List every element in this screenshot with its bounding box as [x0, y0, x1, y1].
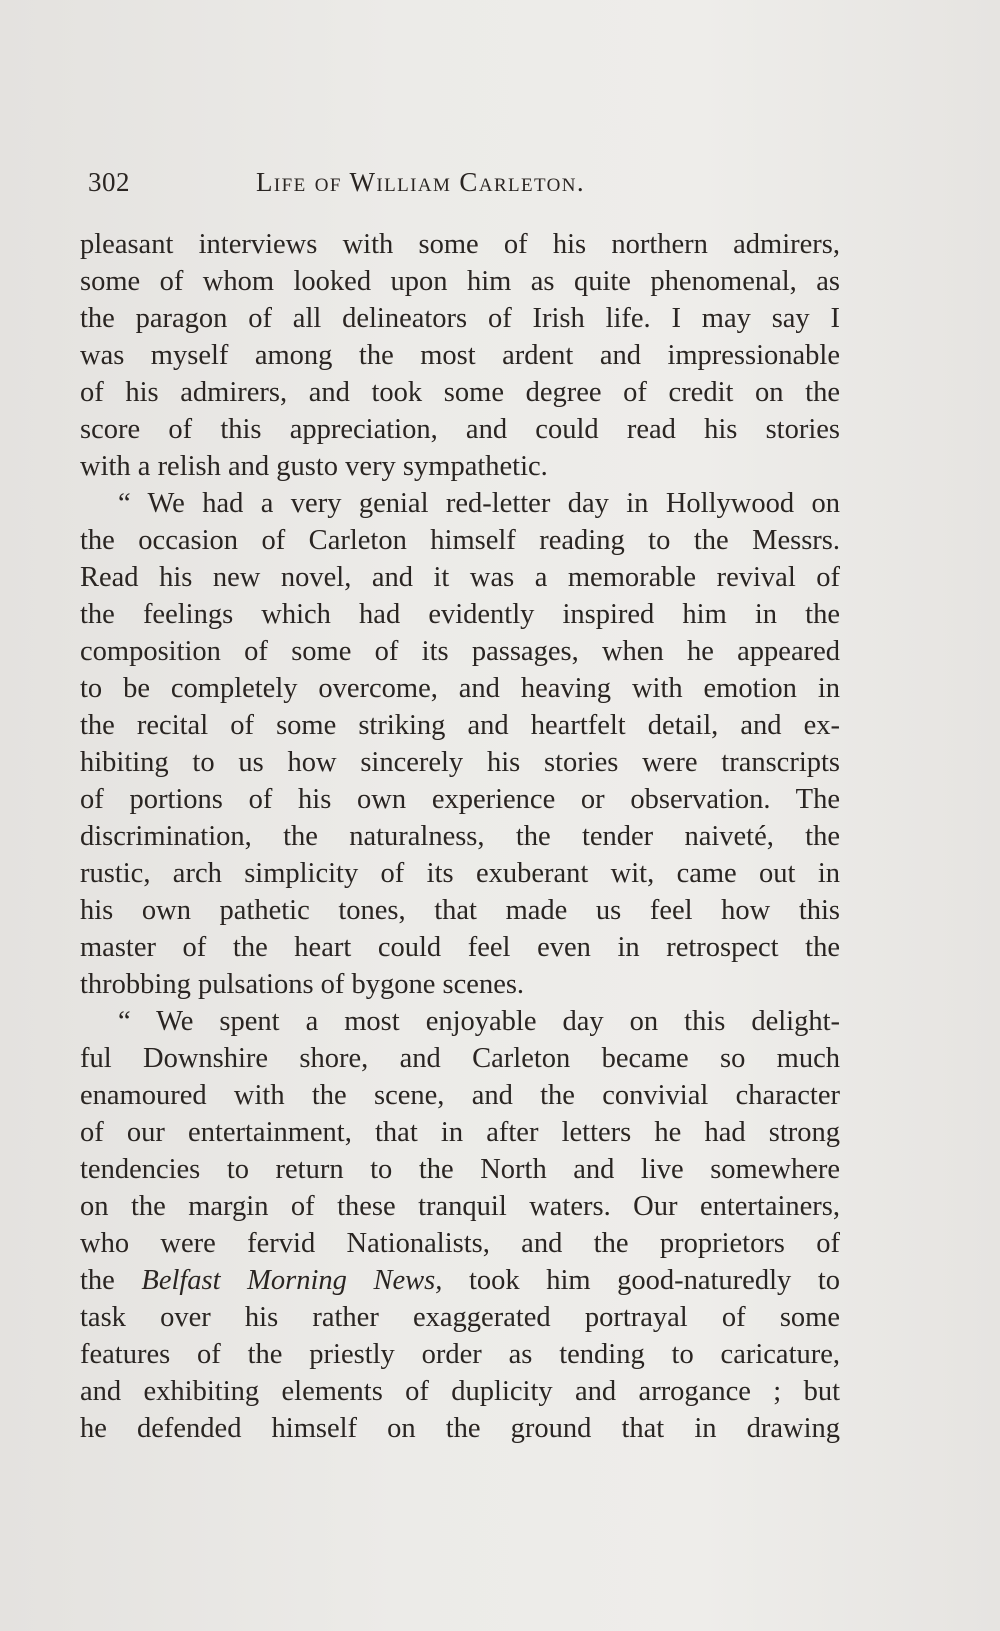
body-text: [80, 226, 880, 1447]
text-line: the occasion of Carleton himself reading to the Messrs.: [80, 525, 840, 556]
text-line: the recital of some striking and heartfelt detail, and ex-: [80, 710, 840, 741]
text-line: ful Downshire shore, and Carleton became so much: [80, 1043, 840, 1074]
text-line: some of whom looked upon him as quite phenomenal, as: [80, 266, 840, 297]
text-line: who were fervid Nationalists, and the proprietors of: [80, 1228, 840, 1259]
paragraph-3: [80, 1003, 880, 1447]
text-line: pleasant interviews with some of his northern admirers,: [80, 229, 840, 260]
text-line: on the margin of these tranquil waters. Our entertainers,: [80, 1191, 840, 1222]
text-line: the paragon of all delineators of Irish life. I may say I: [80, 303, 840, 334]
text-line: “ We had a very genial red-letter day in Hollywood on: [118, 488, 840, 519]
page-number: 302: [88, 167, 130, 197]
newspaper-title: Belfast Morning News,: [141, 1265, 443, 1296]
text-line: of our entertainment, that in after letters he had strong: [80, 1117, 840, 1148]
text-line: of portions of his own experience or observation. The: [80, 784, 840, 815]
text-line: to be completely overcome, and heaving with emotion in: [80, 673, 840, 704]
text-line: the feelings which had evidently inspired him in the: [80, 599, 840, 630]
text-line: score of this appreciation, and could read his stories: [80, 414, 840, 445]
text-line: hibiting to us how sincerely his stories were transcripts: [80, 747, 840, 778]
paragraph-1: [80, 226, 880, 485]
text-line: throbbing pulsations of bygone scenes.: [80, 969, 525, 1000]
running-head: Life of William Carleton.: [256, 167, 586, 197]
text-line: was myself among the most ardent and impressionable: [80, 340, 840, 371]
text-line: composition of some of its passages, when he appeared: [80, 636, 840, 667]
text-line: enamoured with the scene, and the convivial character: [80, 1080, 840, 1111]
text-line-with-italic: [80, 1262, 840, 1299]
text-line: with a relish and gusto very sympathetic.: [80, 451, 548, 482]
page-header: [88, 163, 888, 211]
text-line: features of the priestly order as tending to caricature,: [80, 1339, 840, 1370]
text-line: “ We spent a most enjoyable day on this delight-: [118, 1006, 840, 1037]
text-line: Read his new novel, and it was a memorable revival of: [80, 562, 840, 593]
text-line: of his admirers, and took some degree of credit on the: [80, 377, 840, 408]
paragraph-2: [80, 485, 880, 1003]
text-line: master of the heart could feel even in retrospect the: [80, 932, 840, 963]
text-fragment: took him good-naturedly to: [442, 1265, 840, 1296]
text-fragment: the: [80, 1265, 142, 1296]
text-line: his own pathetic tones, that made us feel how this: [80, 895, 840, 926]
text-line: task over his rather exaggerated portrayal of some: [80, 1302, 840, 1333]
text-line: discrimination, the naturalness, the tender naiveté, the: [80, 821, 840, 852]
text-line: rustic, arch simplicity of its exuberant wit, came out in: [80, 858, 840, 889]
text-line: tendencies to return to the North and live somewhere: [80, 1154, 840, 1185]
text-line: and exhibiting elements of duplicity and arrogance ; but: [80, 1376, 840, 1407]
text-line: he defended himself on the ground that in drawing: [80, 1413, 840, 1444]
